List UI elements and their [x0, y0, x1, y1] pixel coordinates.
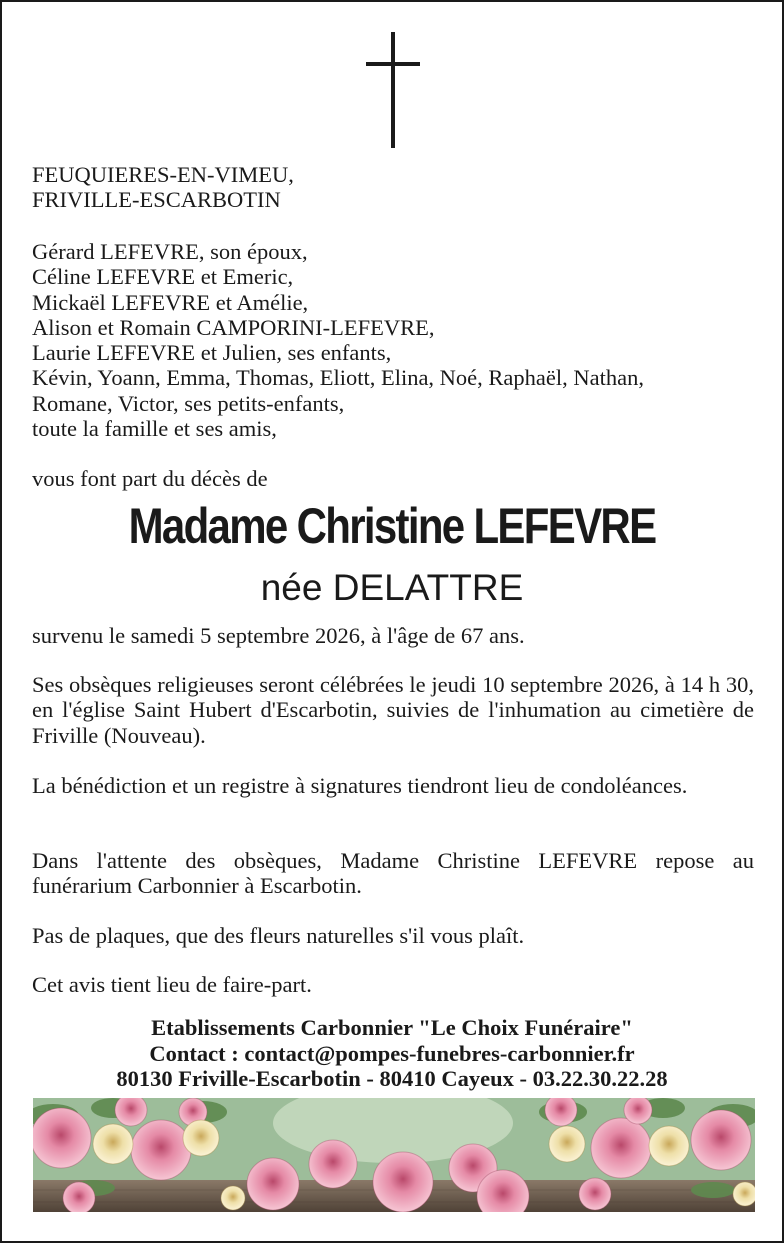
family-list: [32, 239, 754, 441]
family-line: toute la famille et ses amis,: [32, 416, 277, 442]
deceased-name: Madame Christine LEFEVRE: [128, 498, 656, 554]
funeral-home-footer: [2, 1015, 782, 1092]
family-line: Alison et Romain CAMPORINI-LEFEVRE,: [32, 314, 435, 340]
blessing-info: La bénédiction et un registre à signatures tiendront lieu de condoléances.: [32, 773, 688, 798]
death-info: survenu le samedi 5 septembre 2026, à l'âge de 67 ans.: [32, 623, 525, 648]
notice-note: Cet avis tient lieu de faire-part.: [32, 972, 312, 997]
address-line: 80130 Friville-Escarbotin - 80410 Cayeux - 03.22.30.22.28: [116, 1066, 668, 1091]
cross-icon: [362, 32, 426, 148]
location-line: FRIVILLE-ESCARBOTIN: [32, 187, 281, 213]
roses-image: [33, 1098, 755, 1212]
announcement: vous font part du décès de: [32, 466, 268, 491]
family-line: Céline LEFEVRE et Emeric,: [32, 264, 294, 290]
location-line: FEUQUIERES-EN-VIMEU,: [32, 162, 294, 187]
family-line: Gérard LEFEVRE, son époux,: [32, 239, 308, 264]
family-line: Mickaël LEFEVRE et Amélie,: [32, 289, 309, 315]
contact-line: Contact : contact@pompes-funebres-carbonnier.fr: [149, 1040, 635, 1066]
flowers-note: Pas de plaques, que des fleurs naturelles s'il vous plaît.: [32, 923, 525, 948]
family-line: Laurie LEFEVRE et Julien, ses enfants,: [32, 340, 392, 366]
funeral-info: Ses obsèques religieuses seront célébrées le jeudi 10 septembre 2026, à 14 h 30, en l'église Saint Hubert d'Escarbotin, suivies de l'inhumation au cimetière de Friville (Nouveau).: [32, 672, 754, 748]
rest-info: Dans l'attente des obsèques, Madame Christine LEFEVRE repose au funérarium Carbonnier à Escarbotin.: [32, 848, 754, 899]
family-line: Romane, Victor, ses petits-enfants,: [32, 390, 345, 416]
locations: [32, 162, 754, 213]
family-line: Kévin, Yoann, Emma, Thomas, Eliott, Elina, Noé, Raphaël, Nathan,: [32, 365, 644, 391]
maiden-name: née DELATTRE: [260, 567, 524, 608]
company-name: Etablissements Carbonnier "Le Choix Funéraire": [151, 1015, 633, 1040]
